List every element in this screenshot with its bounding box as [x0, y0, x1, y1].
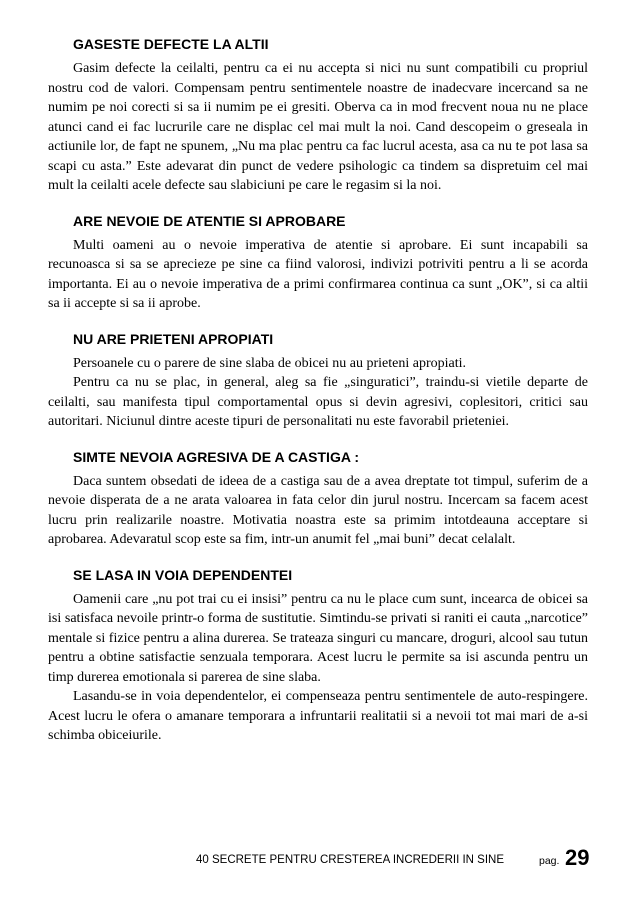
page-label: pag.	[539, 855, 560, 867]
paragraph: Gasim defecte la ceilalti, pentru ca ei nu accepta si nici nu sunt compatibili cu propriul nostru cod de valori. Compensam pentru sentimentele noastre de inadecvare incercand sa ne numim pe noi corecti si sa ii numim pe ei gresiti. Oberva ca in mod frecvent noua nu ne place atunci cand ei fac lucrurile care ne displac cel mai mult la noi. Cand descopeim o greseala in actiunile lor, de fapt ne spunem, „Nu ma plac pentru ca fac lucrul acesta, asa ca nu te pot lasa sa scapi cu asta.” Este adevarat din punct de vedere psihologic ca tindem sa dispretuim cel mai mult la ceilalti acele defecte sau slabiciuni pe care le regasim si la noi.	[48, 61, 588, 193]
section-heading: SE LASA IN VOIA DEPENDENTEI	[73, 566, 293, 583]
paragraph: Multi oameni au o nevoie imperativa de atentie si aprobare. Ei sunt incapabili sa recunoasca si sa se aprecieze pe sine ca fiind valorosi, indivizi potriviti pentru a li se acorda importanta. Ei au o nevoie imperativa de a primi confirmarea continua ca sunt „OK”, si ca altii sa ii accepte si sa ii aprobe.	[48, 237, 588, 311]
paragraph: Persoanele cu o parere de sine slaba de obicei nu au prieteni apropiati.	[73, 355, 467, 371]
section-heading: NU ARE PRIETENI APROPIATI	[73, 330, 274, 347]
paragraph: Oamenii care „nu pot trai cu ei insisi” pentru ca nu le place cum sunt, incearca de obicei sa isi satisfaca nevoile printr-o forma de sustitutie. Simtindu-se privati si raniti ei cauta „narcotice” mentale si fizice pentru a alina durerea. Se trateaza singuri cu mancare, droguri, alcool sau tutun pentru a obtine satisfactie senzuala temporara. Acest lucru le permite sa isi ascunda pentru un timp durerea emotionala si parerea de sine slaba.	[48, 591, 588, 685]
section-heading: SIMTE NEVOIA AGRESIVA DE A CASTIGA :	[73, 448, 359, 465]
section-dependence	[48, 566, 588, 746]
paragraph: Lasandu-se in voia dependentelor, ei compenseaza pentru sentimentele de auto-respingere. Acest lucru le ofera o amanare temporara a infruntarii realitatii si a nevoii tot mai mari de a-si schimba obiceiurile.	[48, 689, 588, 743]
paragraph: Daca suntem obsedati de ideea de a castiga sau de a avea dreptate tot timpul, suferim de a nevoie disperata de a ne arata valoarea in fata celor din jurul nostru. Incercam sa facem acest lucru prin realizarile noastre. Motivatia noastra este sa primim intotdeauna acceptare si aprobarea. Adevaratul scop este sa fim, intr-un anumit fel „mai buni” decat celalalt.	[48, 473, 588, 547]
page-footer	[0, 845, 638, 875]
section-no-close-friends	[48, 330, 588, 432]
book-title: 40 SECRETE PENTRU CRESTEREA INCREDERII IN SINE	[196, 854, 505, 866]
paragraph: Pentru ca nu se plac, in general, aleg sa fie „singuratici”, traindu-si vietile departe de ceilalti, sau manifesta tipul comportamental opus si devin agresivi, coplesitori, critici sau autoritari. Niciunul dintre aceste tipuri de personalitati nu este favorabil prieteniei.	[48, 375, 588, 429]
page-number: 29	[565, 845, 590, 870]
section-heading: GASESTE DEFECTE LA ALTII	[73, 36, 269, 52]
section-need-to-win	[48, 448, 588, 550]
page-content	[48, 35, 588, 762]
section-heading: ARE NEVOIE DE ATENTIE SI APROBARE	[73, 212, 346, 229]
section-finds-faults	[48, 35, 588, 196]
section-needs-attention	[48, 212, 588, 314]
